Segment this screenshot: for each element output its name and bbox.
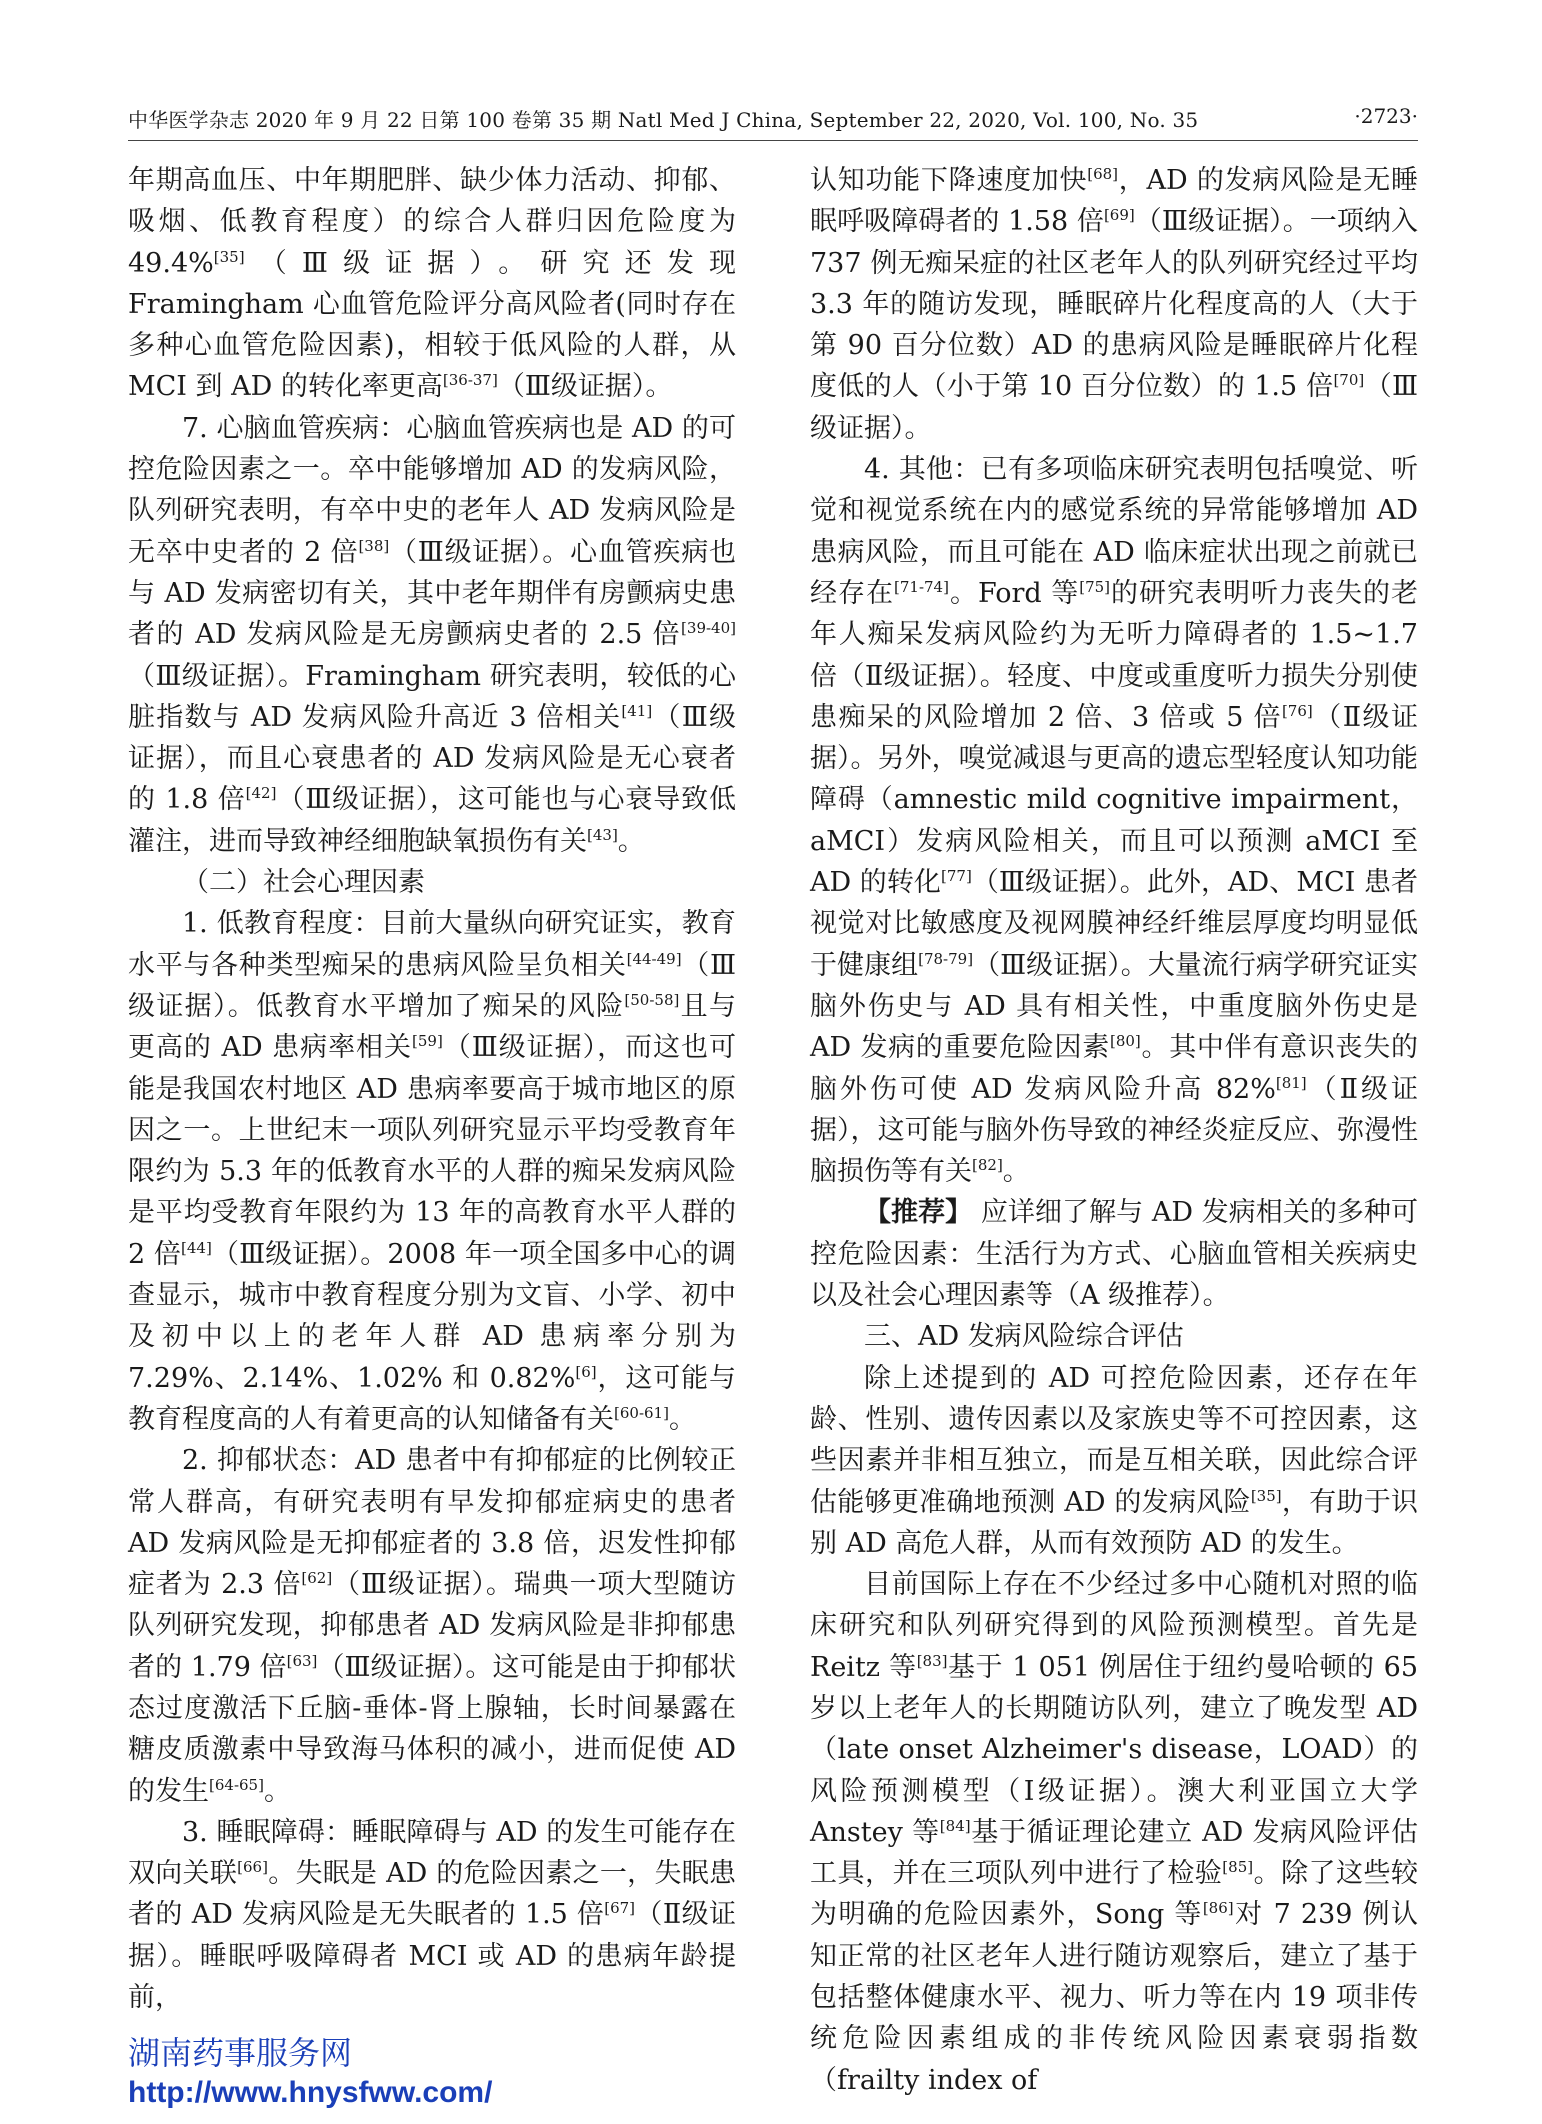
right-column bbox=[810, 160, 1418, 2101]
paragraph: 1. 低教育程度：目前大量纵向研究证实，教育水平与各种类型痴呆的患病风险呈负相关[44-49]（Ⅲ级证据）。低教育水平增加了痴呆的风险[50-58]且与更高的 AD 患病率相关[59]（Ⅲ级证据），而这也可能是我国农村地区 AD 患病率要高于城市地区的原因之一。上世纪末一项队列研究显示平均受教育年限约为 5.3 年的低教育水平的人群的痴呆发病风险是平均受教育年限约为 13 年的高教育水平人群的 2 倍[44]（Ⅲ级证据）。2008 年一项全国多中心的调查显示，城市中教育程度分别为文盲、小学、初中及初中以上的老年人群 AD 患病率分别为 7.29%、2.14%、1.02% 和 0.82%[6]，这可能与教育程度高的人有着更高的认知储备有关[60-61]。 bbox=[128, 908, 737, 1435]
citation: [44] bbox=[181, 1238, 212, 1257]
citation: [81] bbox=[1275, 1073, 1307, 1092]
watermark-footer bbox=[128, 2028, 492, 2110]
citation: [41] bbox=[621, 701, 653, 720]
citation: [66] bbox=[237, 1858, 268, 1877]
paragraph: 目前国际上存在不少经过多中心随机对照的临床研究和队列研究得到的风险预测模型。首先是 Reitz 等[83]基于 1 051 例居住于纽约曼哈顿的 65 岁以上老年人的长期随访队列，建立了晚发型 AD（late onset Alzheimer's disease，LOAD）的风险预测模型（Ⅰ级证据）。澳大利亚国立大学 Anstey 等[84]基于循证理论建立 AD 发病风险评估工具，并在三项队列中进行了检验[85]。除了这些较为明确的危险因素外，Song 等[86]对 7 239 例认知正常的社区老年人进行随访观察后，建立了基于包括整体健康水平、视力、听力等在内 19 项非传统危险因素组成的非传统风险因素衰弱指数（frailty index of bbox=[810, 1569, 1419, 2096]
citation: [62] bbox=[301, 1569, 333, 1588]
section-heading: （二）社会心理因素 bbox=[182, 867, 425, 899]
paragraph: 2. 抑郁状态：AD 患者中有抑郁症的比例较正常人群高，有研究表明有早发抑郁症病史的患者 AD 发病风险是无抑郁症者的 3.8 倍，迟发性抑郁症者为 2.3 倍[62]（Ⅲ级证据）。瑞典一项大型随访队列研究发现，抑郁患者 AD 发病风险是非抑郁患者的 1.79 倍[63]（Ⅲ级证据）。这可能是由于抑郁状态过度激活下丘脑-垂体-肾上腺轴，长时间暴露在糖皮质激素中导致海马体积的减小，进而促使 AD 的发生[64-65]。 bbox=[128, 1445, 736, 1807]
citation: [75] bbox=[1079, 577, 1111, 596]
citation: [64-65] bbox=[209, 1775, 264, 1794]
paragraph: 除上述提到的 AD 可控危险因素，还存在年龄、性别、遗传因素以及家族史等不可控因素，这些因素并非相互独立，而是互相关联，因此综合评估能够更准确地预测 AD 的发病风险[35]，有助于识别 AD 高危人群，从而有效预防 AD 的发生。 bbox=[810, 1362, 1419, 1559]
paragraph: 4. 其他：已有多项临床研究表明包括嗅觉、听觉和视觉系统在内的感觉系统的异常能够增加 AD 患病风险，而且可能在 AD 临床症状出现之前就已经存在[71-74]。Ford 等[75]的研究表明听力丧失的老年人痴呆发病风险约为无听力障碍者的 1.5~1.7 倍（Ⅱ级证据）。轻度、中度或重度听力损失分别使患痴呆的风险增加 2 倍、3 倍或 5 倍[76]（Ⅱ级证据）。另外，嗅觉减退与更高的遗忘型轻度认知功能障碍（amnestic mild cognitive impairment，aMCI）发病风险相关，而且可以预测 aMCI 至 AD 的转化[77]（Ⅲ级证据）。此外，AD、MCI 患者视觉对比敏感度及视网膜神经纤维层厚度均明显低于健康组[78-79]（Ⅲ级证据）。大量流行病学研究证实脑外伤史与 AD 具有相关性，中重度脑外伤史是 AD 发病的重要危险因素[80]。其中伴有意识丧失的脑外伤可使 AD 发病风险升高 82%[81]（Ⅱ级证据），这可能与脑外伤导致的神经炎症反应、弥漫性脑损伤等有关[82]。 bbox=[810, 454, 1419, 1188]
citation: [35] bbox=[1250, 1486, 1282, 1505]
citation: [84] bbox=[939, 1816, 971, 1835]
citation: [39-40] bbox=[681, 619, 736, 638]
journal-citation: 中华医学杂志 2020 年 9 月 22 日第 100 卷第 35 期 Natl Med J China, September 22, 2020, Vol. 100, No. 35 bbox=[128, 108, 1199, 132]
paragraph: 年期高血压、中年期肥胖、缺少体力活动、抑郁、吸烟、低教育程度）的综合人群归因危险度为 49.4%[35]（Ⅲ级证据）。研究还发现 Framingham 心血管危险评分高风险者(同时存在多种心血管危险因素)，相较于低风险的人群，从 MCI 到 AD 的转化率更高[36-37]（Ⅲ级证据）。 bbox=[128, 165, 736, 403]
citation: [63] bbox=[286, 1651, 318, 1670]
citation: [82] bbox=[972, 1156, 1003, 1175]
citation: [60-61] bbox=[614, 1403, 669, 1422]
citation: [80] bbox=[1109, 1032, 1141, 1051]
citation: [76] bbox=[1281, 701, 1313, 720]
citation: [86] bbox=[1202, 1899, 1234, 1918]
recommendation-label: 【推荐】 bbox=[864, 1197, 973, 1229]
citation: [43] bbox=[587, 825, 618, 844]
recommendation-paragraph: 【推荐】 应详细了解与 AD 发病相关的多种可控危险因素：生活行为方式、心脑血管相关疾病史以及社会心理因素等（A 级推荐）。 bbox=[810, 1197, 1418, 1312]
site-url-link[interactable]: http://www.hnysfww.com/ bbox=[128, 2076, 493, 2109]
citation: [6] bbox=[575, 1362, 597, 1381]
citation: [71-74] bbox=[894, 577, 949, 596]
citation: [42] bbox=[245, 784, 277, 803]
citation: [68] bbox=[1087, 165, 1119, 183]
running-header bbox=[128, 100, 1418, 141]
citation: [85] bbox=[1222, 1858, 1254, 1877]
section-heading: 三、AD 发病风险综合评估 bbox=[864, 1321, 1184, 1353]
site-name: 湖南药事服务网 bbox=[128, 2034, 353, 2072]
citation: [36-37] bbox=[442, 371, 498, 390]
page-number: ·2723· bbox=[1354, 104, 1418, 128]
citation: [78-79] bbox=[918, 949, 974, 968]
citation: [35] bbox=[213, 247, 245, 266]
citation: [69] bbox=[1103, 206, 1135, 225]
citation: [44-49] bbox=[626, 949, 682, 968]
left-column bbox=[128, 160, 736, 2018]
citation: [59] bbox=[412, 1032, 443, 1051]
citation: [77] bbox=[941, 867, 972, 886]
citation: [70] bbox=[1333, 371, 1365, 390]
citation: [67] bbox=[604, 1899, 636, 1918]
paragraph: 认知功能下降速度加快[68]，AD 的发病风险是无睡眠呼吸障碍者的 1.58 倍[69]（Ⅲ级证据）。一项纳入 737 例无痴呆症的社区老年人的队列研究经过平均 3.3 年的随访发现，睡眠碎片化程度高的人（大于第 90 百分位数）AD 的患病风险是睡眠碎片化程度低的人（小于第 10 百分位数）的 1.5 倍[70]（Ⅲ级证据）。 bbox=[810, 165, 1419, 444]
citation: [38] bbox=[358, 536, 390, 555]
citation: [50-58] bbox=[624, 990, 680, 1009]
citation: [83] bbox=[916, 1651, 948, 1670]
paragraph: 3. 睡眠障碍：睡眠障碍与 AD 的发生可能存在双向关联[66]。失眠是 AD 的危险因素之一，失眠患者的 AD 发病风险是无失眠者的 1.5 倍[67]（Ⅱ级证据）。睡眠呼吸障碍者 MCI 或 AD 的患病年龄提前， bbox=[128, 1816, 737, 2014]
paragraph: 7. 心脑血管疾病：心脑血管疾病也是 AD 的可控危险因素之一。卒中能够增加 AD 的发病风险，队列研究表明，有卒中史的老年人 AD 发病风险是无卒中史者的 2 倍[38]（Ⅲ级证据）。心血管疾病也与 AD 发病密切有关，其中老年期伴有房颤病史患者的 AD 发病风险是无房颤病史者的 2.5 倍[39-40]（Ⅲ级证据）。Framingham 研究表明，较低的心脏指数与 AD 发病风险升高近 3 倍相关[41]（Ⅲ级证据），而且心衰患者的 AD 发病风险是无心衰者的 1.8 倍[42]（Ⅲ级证据），这可能也与心衰导致低灌注，进而导致神经细胞缺氧损伤有关[43]。 bbox=[128, 412, 737, 857]
